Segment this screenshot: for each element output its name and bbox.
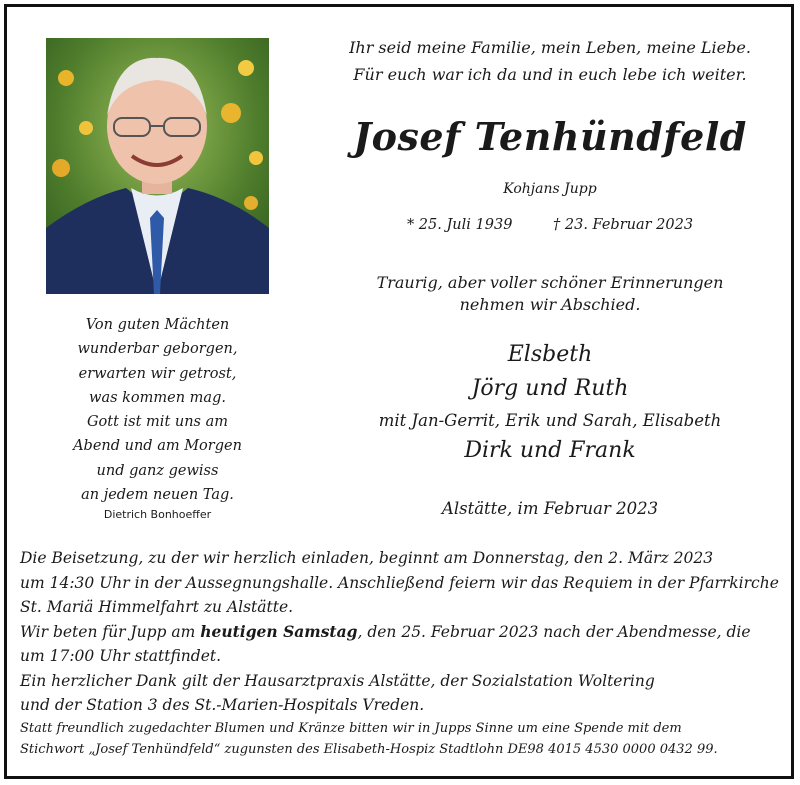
quote-line: Gott ist mit uns am bbox=[86, 414, 229, 431]
family-member: Dirk und Frank bbox=[464, 438, 636, 463]
farewell-line: nehmen wir Abschied. bbox=[459, 295, 641, 314]
details-text: Wir beten für Jupp am bbox=[20, 622, 201, 641]
details-line: um 14:30 Uhr in der Aussegnungshalle. Anschließend feiern wir das Requiem in der Pfarrkirche bbox=[20, 573, 779, 592]
family-member: Jörg und Ruth bbox=[471, 376, 629, 401]
donation-line: Stichwort „Josef Tenhündfeld“ zugunsten des Elisabeth-Hospiz Stadtlohn DE98 4015 4530 0000 0432 99. bbox=[20, 741, 718, 757]
quote-line: erwarten wir getrost, bbox=[78, 365, 237, 382]
death-date: † 23. Februar 2023 bbox=[553, 217, 694, 233]
details-emphasis: heutigen Samstag bbox=[200, 621, 358, 641]
portrait-image bbox=[46, 38, 269, 294]
details-line: St. Mariä Himmelfahrt zu Alstätte. bbox=[20, 598, 294, 616]
details-line: um 17:00 Uhr stattfindet. bbox=[20, 647, 222, 665]
quote-line: wunderbar geborgen, bbox=[77, 341, 238, 358]
life-dates bbox=[330, 217, 770, 233]
place-date: Alstätte, im Februar 2023 bbox=[441, 499, 659, 518]
details-text: , den 25. Februar 2023 nach der Abendmesse, die bbox=[357, 622, 751, 641]
bonhoeffer-quote bbox=[50, 313, 265, 523]
deceased-nickname: Kohjans Jupp bbox=[503, 181, 597, 197]
farewell-text bbox=[330, 272, 770, 316]
details-line: Die Beisetzung, zu der wir herzlich einladen, beginnt am Donnerstag, den 2. März 2023 bbox=[20, 549, 714, 567]
motto-line: Für euch war ich da und in euch lebe ich weiter. bbox=[353, 65, 747, 84]
donation-line: Statt freundlich zugedachter Blumen und Kränze bitten wir in Jupps Sinne um eine Spende mit dem bbox=[20, 720, 682, 736]
quote-line: und ganz gewiss bbox=[96, 462, 219, 479]
quote-line: was kommen mag. bbox=[89, 389, 226, 406]
details-line bbox=[20, 620, 790, 645]
farewell-line: Traurig, aber voller schöner Erinnerungen bbox=[376, 273, 724, 292]
portrait-photo bbox=[46, 38, 269, 294]
quote-line: Von guten Mächten bbox=[85, 317, 230, 333]
motto-line: Ihr seid meine Familie, mein Leben, meine Liebe. bbox=[349, 38, 751, 57]
service-details bbox=[20, 546, 790, 760]
quote-line: an jedem neuen Tag. bbox=[81, 487, 234, 504]
quote-author: Dietrich Bonhoeffer bbox=[103, 508, 212, 522]
details-line: Ein herzlicher Dank gilt der Hausarztpraxis Alstätte, der Sozialstation Woltering bbox=[20, 671, 655, 690]
family-grandchildren: mit Jan-Gerrit, Erik und Sarah, Elisabeth bbox=[378, 411, 722, 430]
quote-line: Abend und am Morgen bbox=[73, 438, 242, 455]
deceased-name: Josef Tenhündfeld bbox=[353, 114, 747, 159]
family-member: Elsbeth bbox=[507, 342, 593, 367]
birth-date: * 25. Juli 1939 bbox=[406, 217, 513, 233]
motto bbox=[330, 34, 770, 88]
details-line: und der Station 3 des St.-Marien-Hospitals Vreden. bbox=[20, 696, 425, 714]
